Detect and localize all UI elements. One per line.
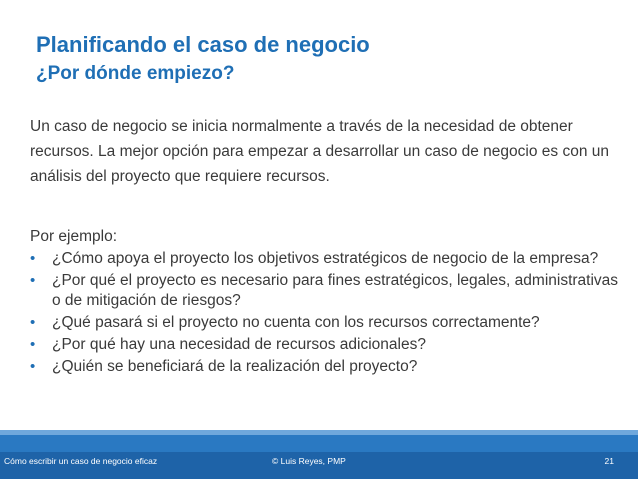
slide-title: Planificando el caso de negocio — [36, 32, 370, 57]
bullet-icon: • — [30, 250, 36, 267]
list-item-text: ¿Por qué el proyecto es necesario para fines estratégicos, legales, administrativas o de mitigación de riesgos? — [52, 272, 619, 309]
footer-highlight — [0, 430, 638, 435]
list-item — [30, 249, 620, 269]
slide-subtitle: ¿Por dónde empiezo? — [36, 63, 235, 84]
bullet-icon: • — [30, 314, 36, 331]
list-item — [30, 313, 620, 333]
intro-block — [30, 114, 615, 189]
list-item — [30, 357, 620, 377]
footer-band — [0, 430, 638, 479]
bullet-icon: • — [30, 272, 36, 289]
intro-paragraph: Un caso de negocio se inicia normalmente a través de la necesidad de obtener recursos. La mejor opción para empezar a desarrollar un caso de negocio es con un análisis del proyecto que requiere recursos. — [30, 118, 609, 185]
list-item — [30, 271, 620, 311]
bullet-icon: • — [30, 358, 36, 375]
page-number: 21 — [604, 456, 614, 466]
footer-course-title: Cómo escribir un caso de negocio eficaz — [4, 456, 158, 466]
list-item-text: ¿Quién se beneficiará de la realización del proyecto? — [52, 358, 418, 375]
list-item-text: ¿Por qué hay una necesidad de recursos adicionales? — [52, 336, 426, 353]
footer-copyright: © Luis Reyes, PMP — [272, 456, 346, 466]
question-list — [30, 249, 620, 379]
list-item — [30, 335, 620, 355]
list-item-text: ¿Qué pasará si el proyecto no cuenta con los recursos correctamente? — [52, 314, 540, 331]
list-item-text: ¿Cómo apoya el proyecto los objetivos estratégicos de negocio de la empresa? — [52, 250, 599, 267]
bullet-icon: • — [30, 336, 36, 353]
example-label: Por ejemplo: — [30, 228, 118, 245]
